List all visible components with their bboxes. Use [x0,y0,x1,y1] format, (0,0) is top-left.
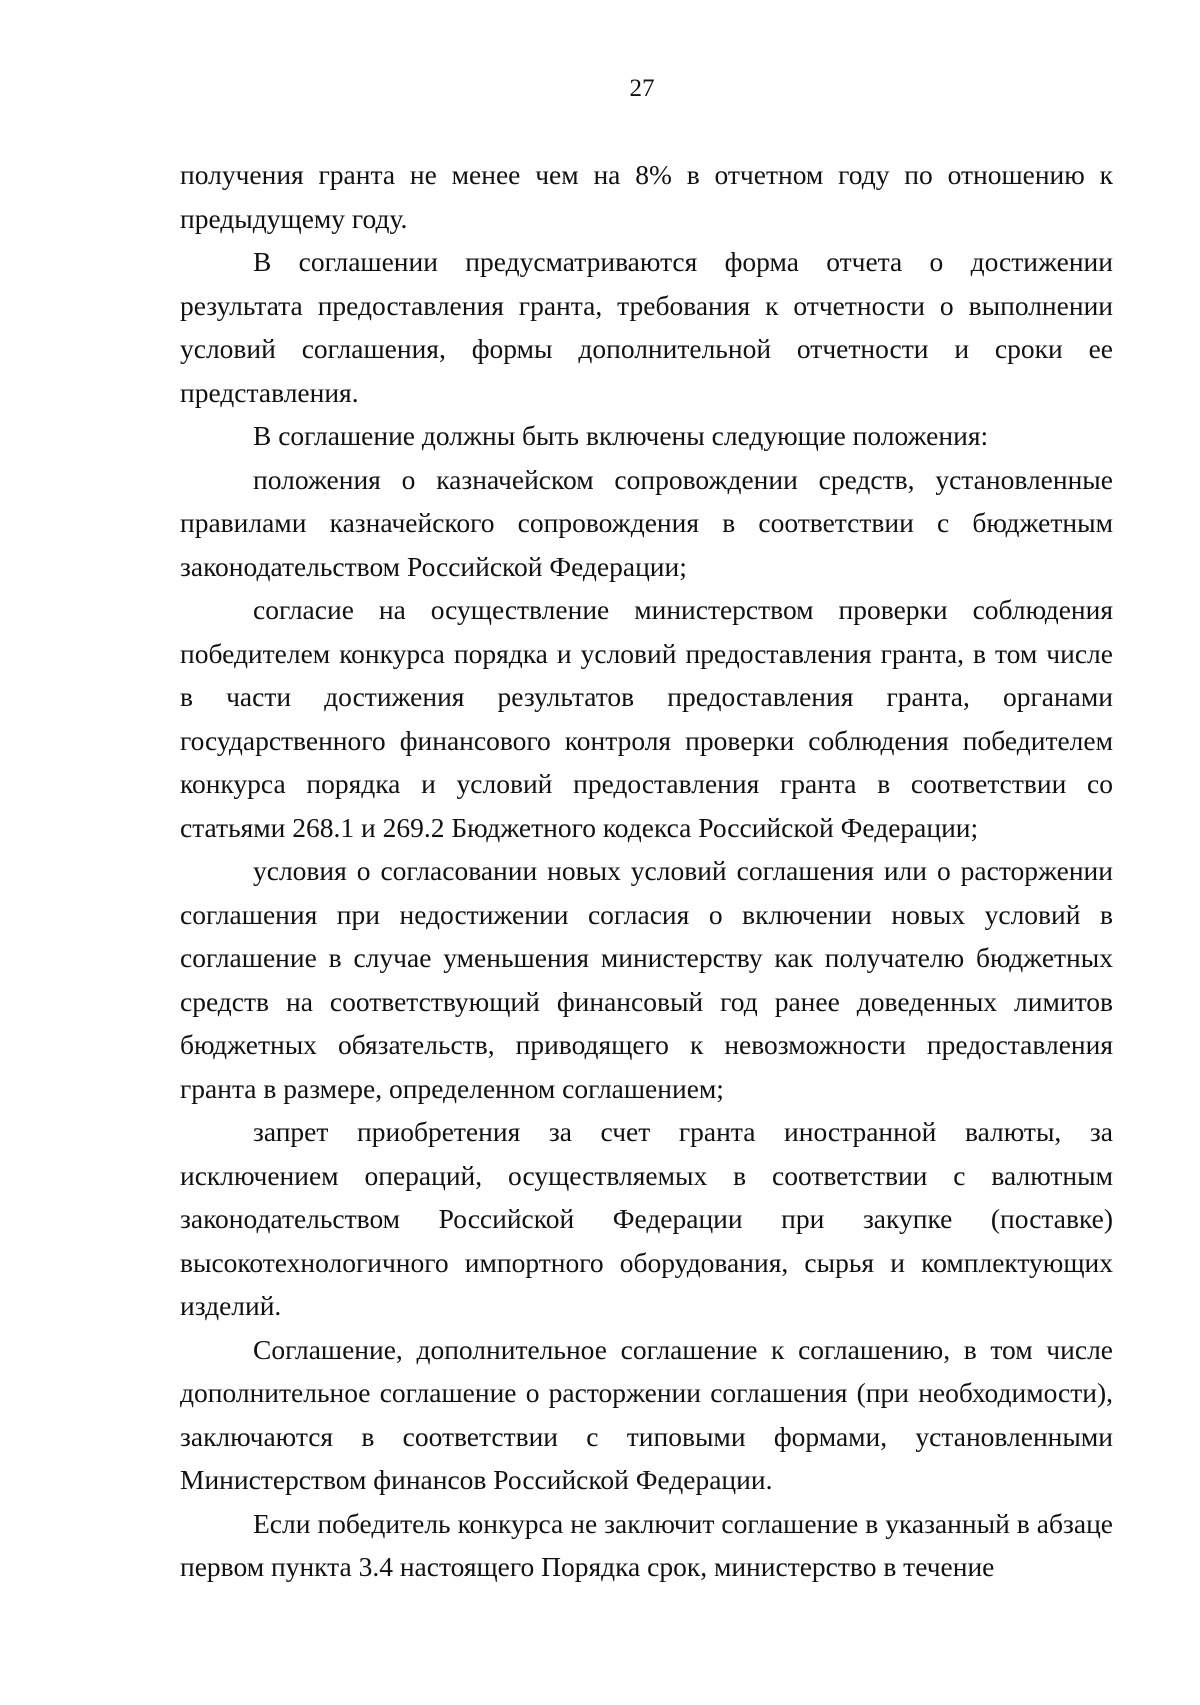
paragraph: В соглашении предусматриваются форма отчета о достижении результата предоставления гранта, требования к отчетности о выполнении условий соглашения, формы дополнительной отчетности и сроки ее представления. [180,246,1113,408]
document-body [180,153,1113,1589]
page-number: 27 [629,75,655,102]
paragraph: положения о казначейском сопровождении средств, установленные правилами казначейского сопровождения в соответствии с бюджетным законодательством Российской Федерации; [180,463,1113,582]
paragraph: запрет приобретения за счет гранта иностранной валюты, за исключением операций, осуществляемых в соответствии с валютным законодательством Российской Федерации при закупке (поставке) высокотехнологичного импортного оборудования, сырья и комплектующих изделий. [180,1116,1113,1321]
paragraph: согласие на осуществление министерством проверки соблюдения победителем конкурса порядка и условий предоставления гранта, в том числе в части достижения результатов предоставления гранта, органами государственного финансового контроля проверки соблюдения победителем конкурса порядка и условий предоставления гранта в соответствии со статьями 268.1 и 269.2 Бюджетного кодекса Российской Федерации; [180,594,1113,843]
paragraph: Соглашение, дополнительное соглашение к соглашению, в том числе дополнительное соглашение о расторжении соглашения (при необходимости), заключаются в соответствии с типовыми формами, установленными Министерством финансов Российской Федерации. [180,1333,1113,1495]
paragraph: получения гранта не менее чем на 8% в отчетном году по отношению к предыдущему году. [180,159,1113,234]
paragraph: Если победитель конкурса не заключит соглашение в указанный в абзаце первом пункта 3.4 настоящего Порядка срок, министерство в течение [180,1507,1113,1582]
paragraph: В соглашение должны быть включены следующие положения: [253,420,989,451]
paragraph: условия о согласовании новых условий соглашения или о расторжении соглашения при недостижении согласия о включении новых условий в соглашение в случае уменьшения министерству как получателю бюджетных средств на соответствующий финансовый год ранее доведенных лимитов бюджетных обязательств, приводящего к невозможности предоставления гранта в размере, определенном соглашением; [180,855,1113,1104]
